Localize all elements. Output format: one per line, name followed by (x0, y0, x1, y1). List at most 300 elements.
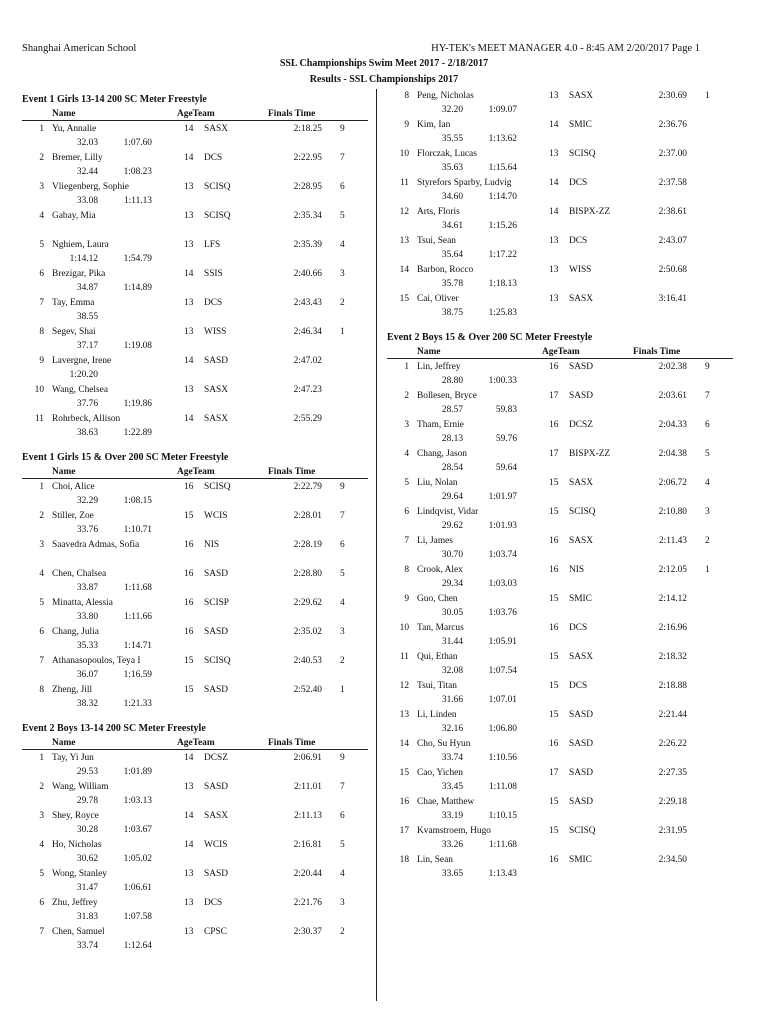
finals-time: 2:35.34 (293, 211, 322, 221)
split-50: 35.64 (441, 250, 463, 260)
place: 4 (404, 449, 409, 459)
age: 15 (549, 507, 559, 517)
finals-time: 2:02.38 (658, 362, 687, 372)
column-header-name: Name (52, 738, 76, 748)
split-50: 33.26 (441, 840, 463, 850)
finals-time: 2:11.01 (293, 782, 322, 792)
finals-time: 2:29.62 (293, 598, 322, 608)
split-50: 38.32 (76, 699, 98, 709)
points: 5 (340, 840, 345, 850)
team: SASX (569, 91, 593, 101)
finals-time: 2:30.69 (658, 91, 687, 101)
team: SCISQ (569, 149, 596, 159)
split-100: 1:09.07 (488, 105, 517, 115)
split-50: 35.78 (441, 279, 463, 289)
place: 1 (39, 124, 44, 134)
finals-time: 2:55.29 (293, 414, 322, 424)
age: 13 (184, 240, 194, 250)
team: SASX (204, 124, 228, 134)
result-row (387, 147, 733, 176)
split-100: 1:08.15 (123, 496, 152, 506)
swimmer-name: Athanasopoulos, Teya I (52, 656, 141, 666)
result-row (22, 325, 368, 354)
split-50: 31.66 (441, 695, 463, 705)
age: 13 (184, 182, 194, 192)
swimmer-name: Vliegenberg, Sophie (52, 182, 129, 192)
age: 15 (549, 652, 559, 662)
swimmer-name: Qui, Ethan (417, 652, 458, 662)
finals-time: 2:22.79 (293, 482, 322, 492)
age: 17 (549, 449, 559, 459)
points: 9 (340, 482, 345, 492)
result-row (387, 263, 733, 292)
split-100: 1:17.22 (488, 250, 517, 260)
finals-time: 2:20.44 (293, 869, 322, 879)
place: 5 (39, 240, 44, 250)
team: BISPX-ZZ (569, 449, 611, 459)
result-row (22, 296, 368, 325)
age: 16 (549, 536, 559, 546)
split-50: 33.08 (76, 196, 98, 206)
swimmer-name: Wong, Stanley (52, 869, 107, 879)
result-row (387, 447, 733, 476)
age: 13 (184, 782, 194, 792)
split-50: 1:14.12 (69, 254, 98, 264)
place: 6 (404, 507, 409, 517)
swimmer-name: Liu, Nolan (417, 478, 458, 488)
team: SASD (204, 569, 228, 579)
place: 7 (39, 656, 44, 666)
place: 3 (404, 420, 409, 430)
team: BISPX-ZZ (569, 207, 611, 217)
split-100: 1:14.71 (123, 641, 152, 651)
age: 16 (549, 855, 559, 865)
swimmer-name: Zhu, Jeffrey (52, 898, 98, 908)
swimmer-name: Cho, Su Hyun (417, 739, 471, 749)
split-100: 1:01.93 (488, 521, 517, 531)
points: 5 (340, 211, 345, 221)
age: 13 (184, 211, 194, 221)
place: 7 (404, 536, 409, 546)
team: SASD (569, 797, 593, 807)
points: 1 (705, 565, 710, 575)
points: 2 (340, 656, 345, 666)
split-50: 33.45 (441, 782, 463, 792)
place: 12 (399, 207, 409, 217)
split-100: 1:07.01 (488, 695, 517, 705)
swimmer-name: Shey, Royce (52, 811, 99, 821)
result-row (22, 538, 368, 567)
column-header-row (22, 465, 368, 479)
column-header-ageteam: AgeTeam (177, 467, 215, 477)
school-name: Shanghai American School (22, 43, 137, 54)
split-100: 1:03.74 (488, 550, 517, 560)
result-row (22, 683, 368, 712)
swimmer-name: Tsui, Sean (417, 236, 456, 246)
result-row (22, 209, 368, 238)
split-50: 37.76 (76, 399, 98, 409)
column-header-finals: Finals Time (633, 347, 681, 357)
finals-time: 2:21.44 (658, 710, 687, 720)
split-100: 1:22.89 (123, 428, 152, 438)
age: 13 (549, 294, 559, 304)
split-100: 1:16.59 (123, 670, 152, 680)
swimmer-name: Zheng, Jill (52, 685, 93, 695)
finals-time: 2:14.12 (658, 594, 687, 604)
event-title: Event 2 Boys 15 & Over 200 SC Meter Freestyle (387, 332, 593, 343)
swimmer-name: Lavergne, Irene (52, 356, 112, 366)
points: 2 (340, 927, 345, 937)
points: 3 (340, 269, 345, 279)
finals-time: 2:43.07 (658, 236, 687, 246)
finals-time: 2:47.02 (293, 356, 322, 366)
team: SASD (569, 362, 593, 372)
age: 13 (184, 927, 194, 937)
swimmer-name: Bollesen, Bryce (417, 391, 477, 401)
team: SASD (204, 627, 228, 637)
swimmer-name: Chae, Matthew (417, 797, 475, 807)
split-50: 33.74 (76, 941, 98, 951)
result-row (22, 238, 368, 267)
column-header-row (22, 107, 368, 121)
split-50: 30.62 (76, 854, 98, 864)
result-row (387, 476, 733, 505)
age: 14 (184, 414, 194, 424)
result-row (22, 567, 368, 596)
split-100: 1:15.64 (488, 163, 517, 173)
left-column (22, 89, 368, 964)
swimmer-name: Tham, Ernie (417, 420, 464, 430)
place: 8 (404, 565, 409, 575)
place: 14 (399, 739, 409, 749)
place: 10 (399, 623, 409, 633)
swimmer-name: Choi, Alice (52, 482, 95, 492)
team: SASX (569, 478, 593, 488)
result-row (387, 534, 733, 563)
split-50: 33.74 (441, 753, 463, 763)
team: SASD (204, 869, 228, 879)
split-50: 31.44 (441, 637, 463, 647)
column-header-ageteam: AgeTeam (542, 347, 580, 357)
split-50: 32.20 (441, 105, 463, 115)
split-100: 1:14.89 (123, 283, 152, 293)
split-100: 1:11.08 (488, 782, 517, 792)
result-row (387, 766, 733, 795)
place: 7 (39, 927, 44, 937)
split-50: 29.53 (76, 767, 98, 777)
result-row (387, 292, 733, 321)
place: 9 (404, 594, 409, 604)
points: 4 (705, 478, 710, 488)
split-100: 1:08.23 (123, 167, 152, 177)
split-50: 33.19 (441, 811, 463, 821)
result-row (22, 867, 368, 896)
place: 18 (399, 855, 409, 865)
age: 14 (184, 124, 194, 134)
points: 6 (705, 420, 710, 430)
results-title: Results - SSL Championships 2017 (309, 74, 459, 85)
place: 13 (399, 236, 409, 246)
finals-time: 2:18.32 (658, 652, 687, 662)
split-50: 1:20.20 (69, 370, 98, 380)
age: 13 (184, 327, 194, 337)
age: 13 (184, 869, 194, 879)
swimmer-name: Florczak, Lucas (417, 149, 477, 159)
team: SCISQ (204, 482, 231, 492)
swimmer-name: Li, James (417, 536, 453, 546)
result-row (22, 267, 368, 296)
swimmer-name: Kim, Ian (417, 120, 451, 130)
place: 2 (39, 782, 44, 792)
age: 14 (549, 120, 559, 130)
split-50: 33.80 (76, 612, 98, 622)
finals-time: 2:21.76 (293, 898, 322, 908)
swimmer-name: Guo, Chen (417, 594, 458, 604)
column-header-finals: Finals Time (268, 109, 316, 119)
points: 4 (340, 240, 345, 250)
age: 16 (184, 482, 194, 492)
place: 1 (404, 362, 409, 372)
finals-time: 2:18.25 (293, 124, 322, 134)
team: LFS (204, 240, 221, 250)
age: 13 (184, 898, 194, 908)
points: 3 (340, 898, 345, 908)
points: 7 (340, 511, 345, 521)
result-row (387, 118, 733, 147)
event-title: Event 1 Girls 13-14 200 SC Meter Freestyle (22, 94, 207, 105)
age: 13 (184, 298, 194, 308)
age: 13 (184, 385, 194, 395)
team: WISS (204, 327, 227, 337)
age: 16 (549, 362, 559, 372)
split-100: 59.76 (495, 434, 517, 444)
meet-title: SSL Championships Swim Meet 2017 - 2/18/2017 (279, 58, 489, 69)
finals-time: 2:06.72 (658, 478, 687, 488)
points: 3 (705, 507, 710, 517)
place: 3 (39, 811, 44, 821)
split-50: 37.17 (76, 341, 98, 351)
split-100: 1:03.76 (488, 608, 517, 618)
event-title: Event 2 Boys 13-14 200 SC Meter Freestyle (22, 723, 206, 734)
split-50: 32.29 (76, 496, 98, 506)
swimmer-name: Li, Linden (417, 710, 457, 720)
team: DCSZ (569, 420, 593, 430)
split-50: 34.60 (441, 192, 463, 202)
team: WCIS (204, 840, 228, 850)
points: 7 (705, 391, 710, 401)
finals-time: 2:31.95 (658, 826, 687, 836)
swimmer-name: Chang, Julia (52, 627, 99, 637)
team: DCS (569, 623, 588, 633)
swimmer-name: Tay, Yi Jun (52, 753, 94, 763)
age: 16 (549, 565, 559, 575)
team: SMIC (569, 855, 592, 865)
finals-time: 2:38.61 (658, 207, 687, 217)
place: 5 (39, 869, 44, 879)
age: 16 (549, 420, 559, 430)
finals-time: 2:28.80 (293, 569, 322, 579)
split-100: 1:06.61 (123, 883, 152, 893)
team: SCISP (204, 598, 230, 608)
swimmer-name: Nghiem, Laura (52, 240, 109, 250)
finals-time: 2:37.58 (658, 178, 687, 188)
place: 15 (399, 294, 409, 304)
result-row (22, 625, 368, 654)
split-100: 1:18.13 (488, 279, 517, 289)
points: 6 (340, 540, 345, 550)
result-row (22, 151, 368, 180)
age: 15 (549, 710, 559, 720)
team: SASX (569, 294, 593, 304)
split-50: 33.87 (76, 583, 98, 593)
swimmer-name: Styrefors Sparby, Ludvig (417, 178, 512, 188)
age: 17 (549, 391, 559, 401)
swimmer-name: Tsui, Titan (417, 681, 457, 691)
split-50: 28.13 (441, 434, 463, 444)
place: 16 (399, 797, 409, 807)
team: SASD (569, 710, 593, 720)
column-header-name: Name (417, 347, 441, 357)
team: SASX (569, 652, 593, 662)
column-header-row (387, 345, 733, 359)
place: 11 (399, 178, 409, 188)
split-100: 1:07.54 (488, 666, 517, 676)
split-50: 32.16 (441, 724, 463, 734)
result-row (387, 621, 733, 650)
points: 2 (340, 298, 345, 308)
split-50: 33.76 (76, 525, 98, 535)
swimmer-name: Crook, Alex (417, 565, 463, 575)
points: 4 (340, 598, 345, 608)
place: 2 (39, 153, 44, 163)
split-50: 29.62 (441, 521, 463, 531)
column-header-ageteam: AgeTeam (177, 109, 215, 119)
finals-time: 2:35.02 (293, 627, 322, 637)
result-row (387, 389, 733, 418)
finals-time: 2:11.13 (293, 811, 322, 821)
team: SASD (204, 685, 228, 695)
column-header-row (22, 736, 368, 750)
result-row (22, 780, 368, 809)
split-50: 31.47 (76, 883, 98, 893)
points: 9 (705, 362, 710, 372)
split-100: 1:25.83 (488, 308, 517, 318)
place: 17 (399, 826, 409, 836)
team: SMIC (569, 120, 592, 130)
place: 6 (39, 627, 44, 637)
result-row (387, 234, 733, 263)
split-100: 1:01.97 (488, 492, 517, 502)
finals-time: 2:29.18 (658, 797, 687, 807)
team: DCS (569, 236, 588, 246)
swimmer-name: Arts, Floris (417, 207, 460, 217)
place: 4 (39, 840, 44, 850)
swimmer-name: Gabay, Mia (52, 211, 96, 221)
result-row (22, 509, 368, 538)
split-100: 1:11.13 (123, 196, 152, 206)
team: DCS (204, 153, 223, 163)
result-row (22, 654, 368, 683)
team: SASD (569, 768, 593, 778)
age: 13 (549, 236, 559, 246)
swimmer-name: Chang, Jason (417, 449, 467, 459)
finals-time: 3:16.41 (658, 294, 687, 304)
split-50: 28.54 (441, 463, 463, 473)
finals-time: 2:28.95 (293, 182, 322, 192)
finals-time: 2:12.05 (658, 565, 687, 575)
result-row (22, 925, 368, 954)
split-100: 1:03.67 (123, 825, 152, 835)
age: 16 (184, 627, 194, 637)
software-header: HY-TEK's MEET MANAGER 4.0 - 8:45 AM 2/20/2017 Page 1 (431, 43, 700, 54)
team: DCS (204, 898, 223, 908)
column-header-name: Name (52, 467, 76, 477)
place: 5 (404, 478, 409, 488)
age: 16 (549, 623, 559, 633)
swimmer-name: Segev, Shai (52, 327, 96, 337)
finals-time: 2:34.50 (658, 855, 687, 865)
finals-time: 2:06.91 (293, 753, 322, 763)
place: 4 (39, 211, 44, 221)
split-50: 35.63 (441, 163, 463, 173)
team: SASD (204, 356, 228, 366)
finals-time: 2:40.66 (293, 269, 322, 279)
split-50: 30.05 (441, 608, 463, 618)
finals-time: 2:16.81 (293, 840, 322, 850)
split-50: 32.08 (441, 666, 463, 676)
split-50: 35.55 (441, 134, 463, 144)
split-50: 38.75 (441, 308, 463, 318)
event-block (22, 451, 368, 712)
finals-time: 2:16.96 (658, 623, 687, 633)
split-100: 1:19.86 (123, 399, 152, 409)
swimmer-name: Peng, Nicholas (417, 91, 474, 101)
split-100: 1:19.08 (123, 341, 152, 351)
column-header-name: Name (52, 109, 76, 119)
event-block (22, 722, 368, 954)
team: SCISQ (204, 211, 231, 221)
finals-time: 2:04.38 (658, 449, 687, 459)
team: SASX (569, 536, 593, 546)
place: 2 (39, 511, 44, 521)
swimmer-name: Chen, Samuel (52, 927, 105, 937)
place: 3 (39, 540, 44, 550)
swimmer-name: Cai, Oliver (417, 294, 459, 304)
split-50: 33.65 (441, 869, 463, 879)
points: 9 (340, 124, 345, 134)
swimmer-name: Tay, Emma (52, 298, 95, 308)
team: SSIS (204, 269, 223, 279)
result-row (387, 205, 733, 234)
event-title: Event 1 Girls 15 & Over 200 SC Meter Freestyle (22, 452, 229, 463)
team: SASD (569, 739, 593, 749)
team: SASD (569, 391, 593, 401)
result-row (387, 650, 733, 679)
result-row (22, 412, 368, 441)
split-100: 1:14.70 (488, 192, 517, 202)
split-100: 1:11.68 (488, 840, 517, 850)
swimmer-name: Chen, Chalsea (52, 569, 107, 579)
age: 16 (184, 540, 194, 550)
split-50: 29.78 (76, 796, 98, 806)
age: 13 (549, 265, 559, 275)
place: 10 (399, 149, 409, 159)
age: 16 (184, 598, 194, 608)
points: 6 (340, 182, 345, 192)
swimmer-name: Rohrbeck, Allison (52, 414, 121, 424)
result-row (22, 122, 368, 151)
swimmer-name: Bremer, Lilly (52, 153, 103, 163)
